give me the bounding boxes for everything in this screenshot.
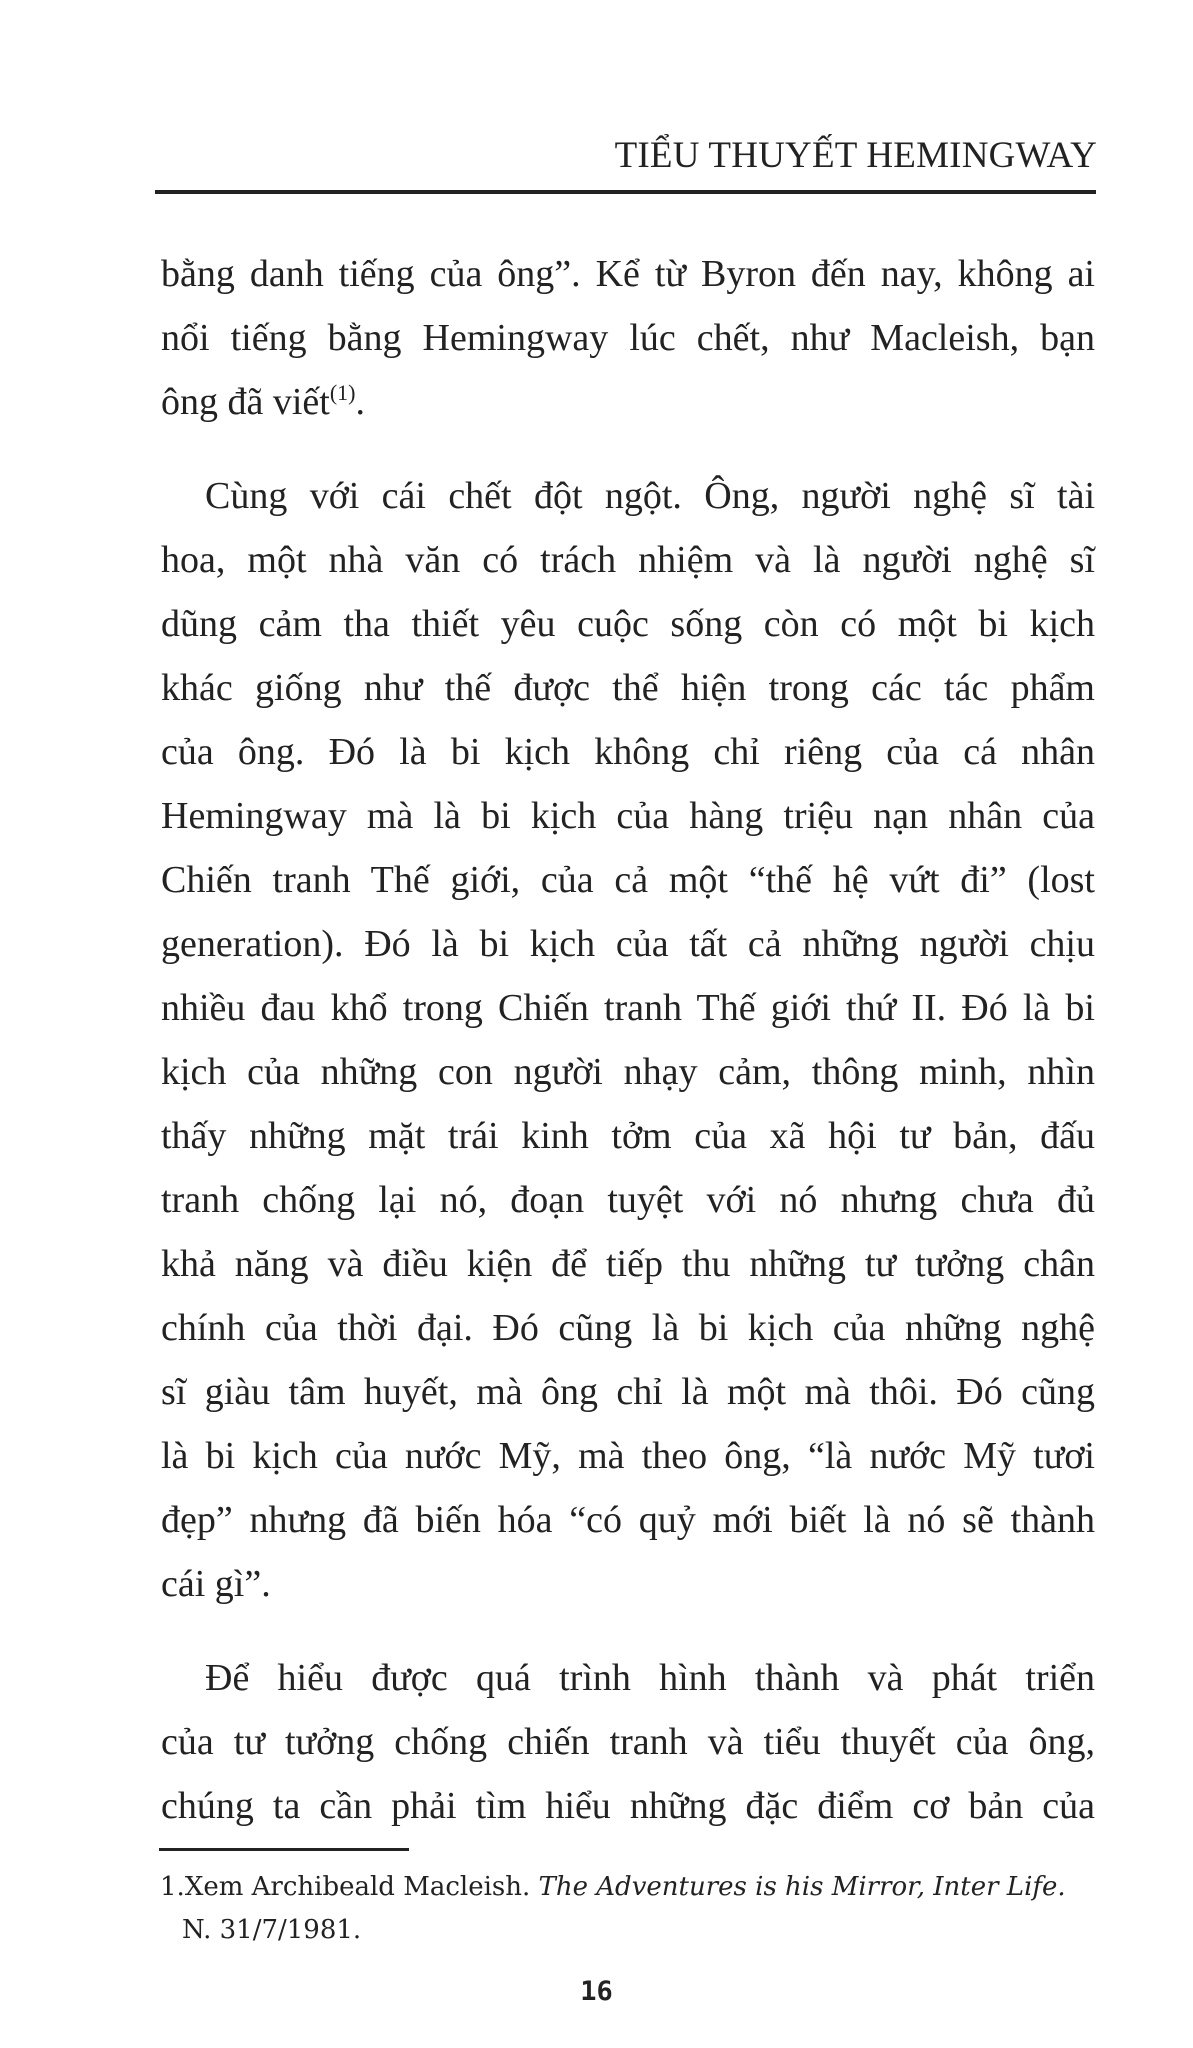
text-line: khả năng và điều kiện để tiếp thu những tư tưởng chân [161, 1243, 1095, 1285]
text-line: tranh chống lại nó, đoạn tuyệt với nó nhưng chưa đủ [161, 1179, 1095, 1221]
footnote-reference: (1) [329, 380, 356, 405]
text-line: chính của thời đại. Đó cũng là bi kịch của những nghệ [161, 1307, 1095, 1349]
text-line: đẹp” nhưng đã biến hóa “có quỷ mới biết là nó sẽ thành [161, 1499, 1095, 1541]
text-fragment: ông đã viết [161, 381, 330, 423]
running-header: TIỂU THUYẾT HEMINGWAY [614, 135, 1097, 176]
footnote-text: Xem Archibeald Macleish. [184, 1872, 539, 1902]
body-text [161, 242, 1095, 1838]
text-line: là bi kịch của nước Mỹ, mà theo ông, “là nước Mỹ tươi [161, 1435, 1095, 1477]
footnote-rule [159, 1848, 409, 1851]
footnote-line [160, 1866, 1100, 1909]
footnote [160, 1866, 1100, 1952]
text-line: bằng danh tiếng của ông”. Kể từ Byron đến nay, không ai [161, 253, 1095, 295]
text-line: của ông. Đó là bi kịch không chỉ riêng của cá nhân [161, 731, 1095, 773]
text-line: nổi tiếng bằng Hemingway lúc chết, như Macleish, bạn [161, 317, 1095, 359]
text-fragment: . [355, 381, 366, 423]
footnote-number: 1. [160, 1872, 185, 1902]
text-line-last [161, 370, 1095, 434]
text-line: sĩ giàu tâm huyết, mà ông chỉ là một mà thôi. Đó cũng [161, 1371, 1095, 1413]
text-line: dũng cảm tha thiết yêu cuộc sống còn có một bi kịch [161, 603, 1095, 645]
text-line: Chiến tranh Thế giới, của cả một “thế hệ vứt đi” (lost [161, 859, 1095, 901]
text-line: generation). Đó là bi kịch của tất cả những người chịu [161, 923, 1095, 965]
text-line: Để hiểu được quá trình hình thành và phát triển [205, 1657, 1095, 1699]
paragraph-2 [161, 464, 1095, 1616]
text-line: khác giống như thế được thể hiện trong các tác phẩm [161, 667, 1095, 709]
header-rule [155, 190, 1096, 194]
text-line: thấy những mặt trái kinh tởm của xã hội tư bản, đấu [161, 1115, 1095, 1157]
text-line: của tư tưởng chống chiến tranh và tiểu thuyết của ông, [161, 1721, 1095, 1763]
text-line: Cùng với cái chết đột ngột. Ông, người nghệ sĩ tài [205, 475, 1095, 517]
paragraph-1 [161, 242, 1095, 434]
text-line: Hemingway mà là bi kịch của hàng triệu nạn nhân của [161, 795, 1095, 837]
text-line: hoa, một nhà văn có trách nhiệm và là người nghệ sĩ [161, 539, 1095, 581]
paragraph-3 [161, 1646, 1095, 1838]
page-number: 16 [580, 1976, 613, 2007]
text-line-last: cái gì”. [161, 1563, 271, 1605]
footnote-line: N. 31/7/1981. [182, 1915, 362, 1945]
footnote-italic-title: The Adventures is his Mirror, Inter Life. [538, 1872, 1066, 1902]
text-line: chúng ta cần phải tìm hiểu những đặc điểm cơ bản của [161, 1785, 1095, 1827]
text-line: nhiều đau khổ trong Chiến tranh Thế giới thứ II. Đó là bi [161, 987, 1095, 1029]
text-line: kịch của những con người nhạy cảm, thông minh, nhìn [161, 1051, 1095, 1093]
